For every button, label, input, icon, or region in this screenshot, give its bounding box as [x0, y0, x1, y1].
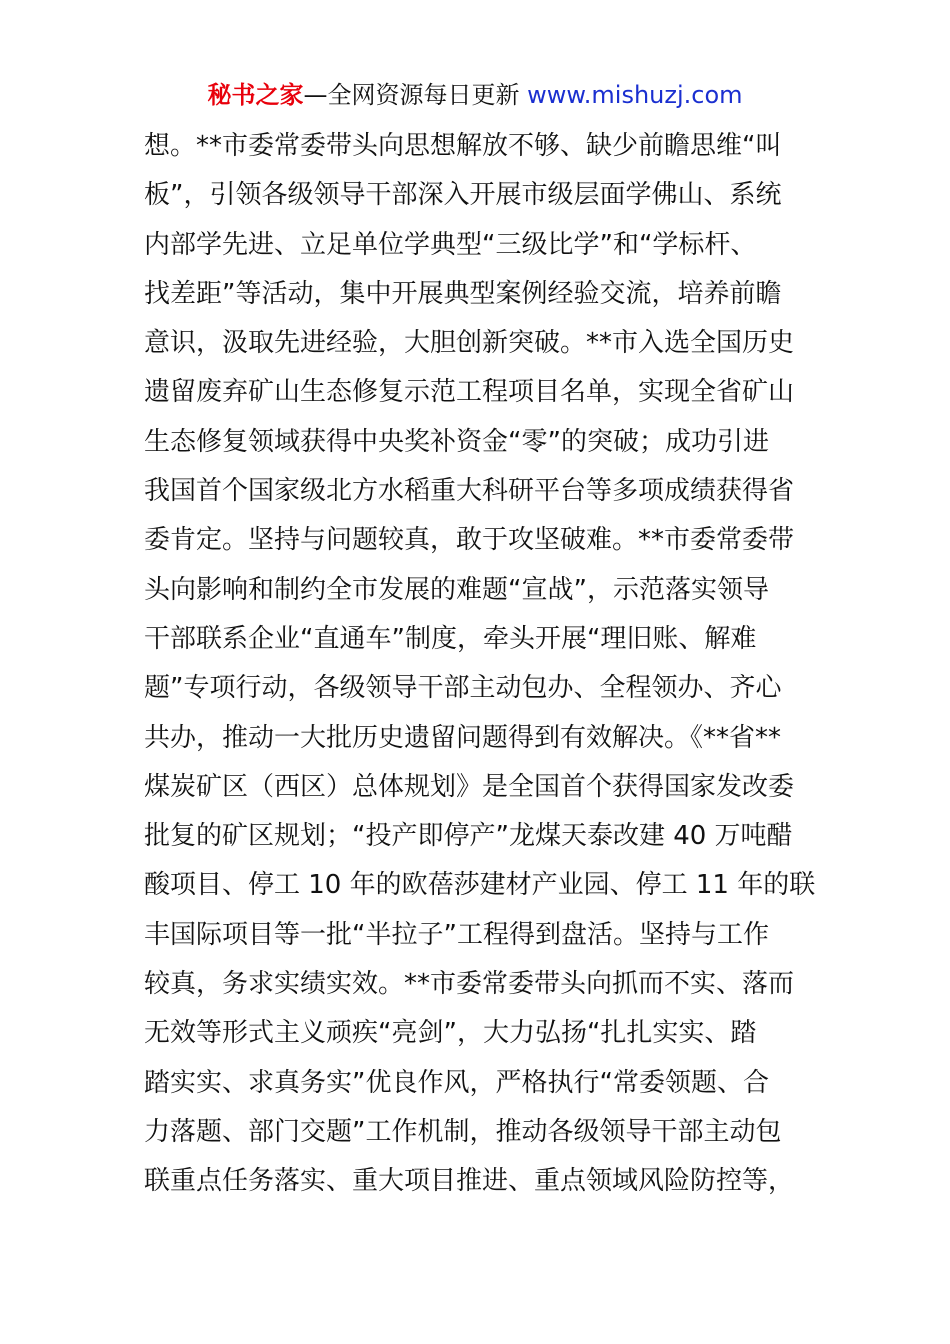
text-line: 无效等形式主义顽疾“亮剑”，大力弘扬“扎扎实实、踏: [144, 1018, 757, 1049]
text-line: 遗留废弃矿山生态修复示范工程项目名单，实现全省矿山: [144, 377, 795, 408]
text-line: 意识，汲取先进经验，大胆创新突破。**市入选全国历史: [144, 328, 795, 359]
text-line: 较真，务求实绩实效。**市委常委带头向抓而不实、落而: [144, 969, 795, 1000]
site-url-link[interactable]: www.mishuzj.com: [527, 81, 743, 109]
text-line: 力落题、部门交题”工作机制，推动各级领导干部主动包: [144, 1116, 782, 1147]
text-line: 丰国际项目等一批“半拉子”工程得到盘活。坚持与工作: [144, 919, 769, 950]
page-header: [0, 78, 950, 112]
text-line: 想。**市委常委带头向思想解放不够、缺少前瞻思维“叫: [144, 131, 782, 161]
text-line: 联重点任务落实、重大项目推进、重点领域风险防控等，: [144, 1166, 795, 1197]
text-line: 酸项目、停工 10 年的欧蓓莎建材产业园、停工 11 年的联: [144, 870, 816, 901]
text-line: 找差距”等活动，集中开展典型案例经验交流，培养前瞻: [144, 278, 782, 309]
text-line: 踏实实、求真务实”优良作风，严格执行“常委领题、合: [144, 1067, 769, 1098]
text-line: 干部联系企业“直通车”制度，牵头开展“理旧账、解难: [144, 623, 757, 654]
text-line: 题”专项行动，各级领导干部主动包办、全程领办、齐心: [144, 673, 782, 704]
text-line: 共办，推动一大批历史遗留问题得到有效解决。《**省**: [144, 722, 782, 753]
text-line: 内部学先进、立足单位学典型“三级比学”和“学标杆、: [144, 229, 757, 260]
header-tagline: —全网资源每日更新: [303, 81, 528, 109]
text-line: 批复的矿区规划；“投产即停产”龙煤天泰改建 40 万吨醋: [144, 821, 793, 852]
document-body: [144, 122, 824, 1207]
text-line: 委肯定。坚持与问题较真，敢于攻坚破难。**市委常委带: [144, 525, 795, 556]
brand-name: 秘书之家: [207, 81, 304, 109]
text-line: 板”，引领各级领导干部深入开展市级层面学佛山、系统: [144, 180, 782, 211]
text-line: 生态修复领域获得中央奖补资金“零”的突破；成功引进: [144, 426, 769, 457]
text-line: 头向影响和制约全市发展的难题“宣战”，示范落实领导: [144, 574, 769, 605]
text-line: 煤炭矿区（西区）总体规划》是全国首个获得国家发改委: [144, 771, 795, 802]
text-line: 我国首个国家级北方水稻重大科研平台等多项成绩获得省: [144, 476, 795, 507]
